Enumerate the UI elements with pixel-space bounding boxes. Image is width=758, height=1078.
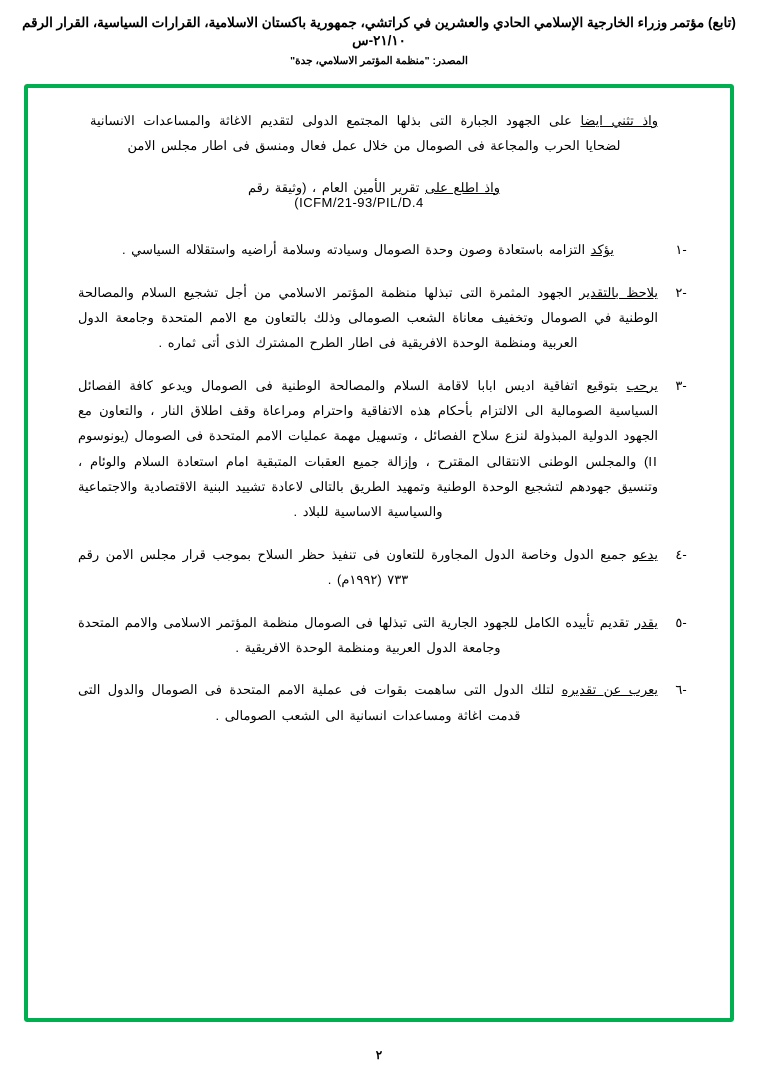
document-reference: (ICFM/21-93/PIL/D.4 bbox=[294, 195, 424, 211]
intro-2-lead: واذ اطلع على bbox=[425, 179, 501, 195]
document-body bbox=[28, 88, 730, 1018]
item-text bbox=[54, 237, 658, 262]
list-item bbox=[54, 373, 704, 525]
item-content: لتلك الدول التى ساهمت بقوات فى عملية الامم المتحدة فى الصومال والدول التى قدمت اغاثة ومساعدات انسانية الى الشعب الصومالى . bbox=[78, 682, 562, 723]
header-source: المصدر: "منظمة المؤتمر الاسلامي، جدة" bbox=[290, 55, 468, 68]
intro-1-text: على الجهود الجبارة التى بذلها المجتمع الدولى لتقديم الاغاثة والمساعدات الانسانية لضحايا الحرب والمجاعة فى الصومال من خلال عمل فعال ومنسق فى اطار مجلس الامن bbox=[90, 113, 621, 154]
item-text bbox=[54, 373, 658, 525]
list-item bbox=[54, 237, 704, 262]
list-item bbox=[54, 610, 704, 661]
item-text bbox=[54, 542, 658, 593]
item-text bbox=[54, 610, 658, 661]
list-item bbox=[54, 542, 704, 593]
item-number: -٢ bbox=[675, 284, 687, 300]
page-number: ٢ bbox=[375, 1048, 383, 1062]
intro-1-lead: واذ تثني ايضا bbox=[580, 113, 658, 128]
item-content: بتوقيع اتفاقية اديس ابابا لاقامة السلام والمصالحة الوطنية فى الصومال ويدعو كافة الفصائل السياسية الصومالية الى الالتزام بأحكام هذه الاتفاقية واحترام ومراعاة وقف اطلاق النار ، والتعاون مع الجهود الدولية المبذولة لنزع سلاح الفصائل ، وتسهيل مهمة عمليات الامم المتحدة فى الصومال (يونوسوم II) والمجلس الوطنى الانتقالى المقترح ، وإزالة جميع العقبات المتبقية امام استعادة السلام والوئام ، وتنسيق جهودهم لتشجيع الوحدة الوطنية وتمهيد الطريق بالتالى لاعادة تشييد البنية الاقتصادية والاجتماعية والسياسية الاساسية للبلاد . bbox=[78, 377, 658, 520]
list-item bbox=[54, 677, 704, 728]
item-number: -٥ bbox=[675, 614, 687, 630]
item-content: جميع الدول وخاصة الدول المجاورة للتعاون فى تنفيذ حظر السلاح بموجب قرار مجلس الامن رقم ٧٣٣ (١٩٩٢م) . bbox=[78, 546, 634, 588]
item-content: الجهود المثمرة التى تبذلها منظمة المؤتمر الاسلامي من أجل تشجيع السلام والمصالحة الوطنية في الصومال وتخفيف معاناة الشعب الصومالى وذلك بالتعاون مع الامم المتحدة وجامعة الدول العربية ومنظمة الوحدة الافريقية فى اطار الطرح المشترك الذى أتى ثماره . bbox=[78, 284, 658, 351]
item-lead: يؤكد bbox=[590, 242, 615, 258]
item-lead: يرحب bbox=[626, 377, 658, 393]
list-item bbox=[54, 280, 704, 356]
item-text bbox=[54, 677, 658, 728]
intro-paragraph-1 bbox=[54, 108, 704, 159]
item-lead: يقدر bbox=[634, 614, 658, 630]
item-number: -٤ bbox=[675, 546, 687, 562]
header-title: (تابع) مؤتمر وزراء الخارجية الإسلامي الحادي والعشرين في كراتشي، جمهورية باكستان الاسلامية، القرارات السياسية، القرار الرقم ٢١/١٠-س bbox=[22, 15, 736, 49]
item-number: -٦ bbox=[675, 682, 687, 698]
item-number: -٣ bbox=[675, 377, 687, 393]
item-lead: يدعو bbox=[633, 546, 658, 562]
intro-2-text: تقرير الأمين العام ، (وثيقة رقم bbox=[247, 179, 426, 195]
page-header bbox=[0, 0, 758, 67]
item-text bbox=[54, 280, 658, 356]
item-number: -١ bbox=[675, 242, 687, 258]
item-lead: يعرب عن تقديره bbox=[561, 682, 658, 698]
item-lead: يلاحظ بالتقدير bbox=[579, 284, 658, 300]
green-border-frame bbox=[24, 84, 734, 1022]
item-content: تقديم تأييده الكامل للجهود الجارية التى تبذلها فى الصومال منظمة المؤتمر الاسلامى والامم المتحدة وجامعة الدول العربية ومنظمة الوحدة الافريقية . bbox=[78, 614, 635, 655]
intro-paragraph-2 bbox=[54, 175, 704, 216]
item-content: التزامه باستعادة وصون وحدة الصومال وسيادته وسلامة أراضيه واستقلاله السياسي . bbox=[121, 242, 591, 258]
